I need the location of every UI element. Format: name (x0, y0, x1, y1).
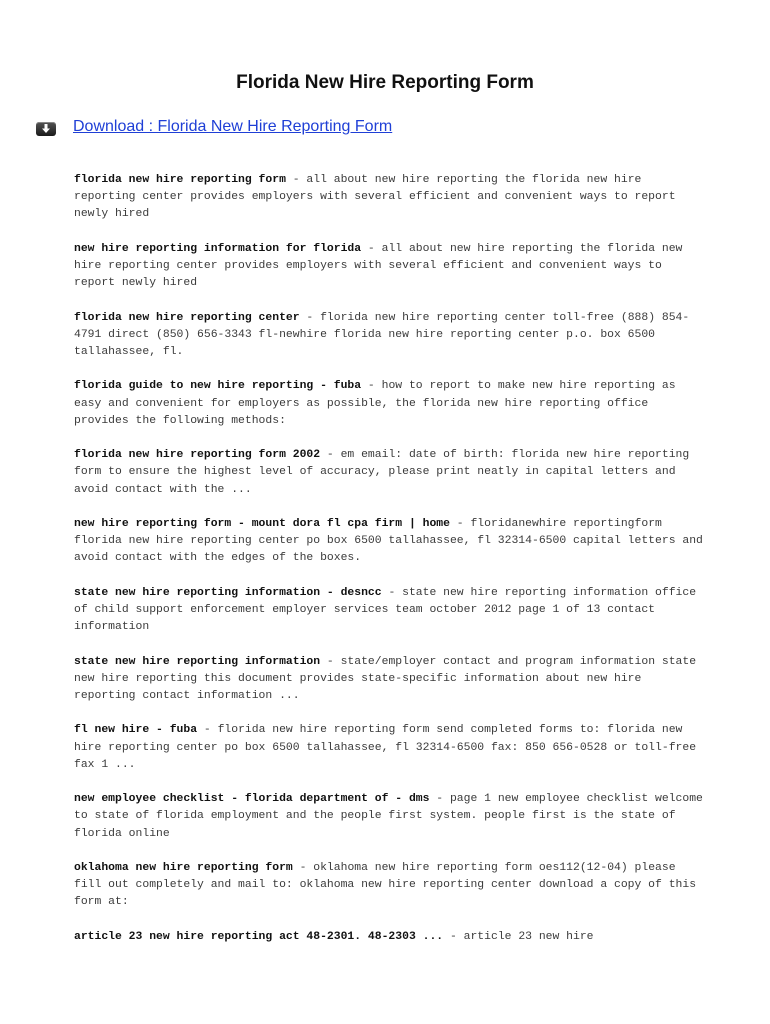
result-title[interactable]: new employee checklist - florida department of - dms (74, 793, 430, 806)
result-item (74, 791, 704, 843)
download-row (36, 118, 392, 136)
result-item (74, 447, 704, 499)
result-snippet: how to report to make new hire reporting as easy and convenient for employers as possible, the florida new hire reporting office provides the following methods: (74, 380, 676, 427)
result-item (74, 654, 704, 706)
result-separator: - (320, 655, 341, 668)
result-title[interactable]: florida guide to new hire reporting - fuba (74, 380, 362, 393)
result-snippet: florida new hire reporting form send completed forms to: florida new hire reporting center po box 6500 tallahassee, fl 32314-6500 fax: 850 656-0528 or toll-free fax 1 ... (74, 724, 697, 771)
result-snippet: oklahoma new hire reporting form oes112(12-04) please fill out completely and mail to: oklahoma new hire reporting center download a copy of this form at: (74, 861, 697, 909)
result-separator: - (299, 311, 321, 324)
result-title[interactable]: new hire reporting form - mount dora fl cpa firm | home (74, 517, 450, 530)
download-icon[interactable] (36, 122, 56, 136)
result-separator: - (449, 517, 471, 530)
result-title[interactable]: florida new hire reporting form 2002 (74, 449, 321, 462)
result-snippet: all about new hire reporting the florida new hire reporting center provides employers with several efficient and convenient ways to report newly hired (74, 242, 683, 290)
result-snippet: article 23 new hire (463, 930, 594, 943)
result-title[interactable]: fl new hire - fuba (74, 724, 198, 737)
result-item (74, 378, 704, 430)
result-item (74, 722, 704, 774)
result-title[interactable]: new hire reporting information for florida (74, 242, 362, 255)
result-separator: - (361, 242, 382, 255)
result-separator: - (285, 174, 307, 186)
download-link[interactable]: Download : Florida New Hire Reporting Form (73, 118, 393, 135)
result-item (74, 929, 704, 946)
result-snippet: em email: date of birth: florida new hire reporting form to ensure the highest level of accuracy, please print neatly in capital letters and avoid contact with the ... (74, 449, 690, 496)
result-title[interactable]: florida new hire reporting center (74, 311, 300, 324)
result-snippet: all about new hire reporting the florida new hire reporting center provides employers with several efficient and convenient ways to report newly hired (74, 174, 676, 221)
result-snippet: florida new hire reporting center toll-free (888) 854-4791 direct (850) 656-3343 fl-newhire florida new hire reporting center p.o. box 6500 tallahassee, fl. (74, 311, 690, 358)
result-item (74, 241, 704, 293)
result-item (74, 860, 704, 912)
result-item (74, 585, 704, 637)
result-separator: - (443, 930, 464, 943)
result-separator: - (361, 380, 382, 393)
result-title[interactable]: state new hire reporting information - desncc (74, 586, 382, 599)
result-snippet: floridanewhire reportingform florida new hire reporting center po box 6500 tallahassee, fl 32314-6500 capital letters and avoid contact with the edges of the boxes. (74, 517, 703, 565)
result-snippet: page 1 new employee checklist welcome to state of florida employment and the people first system. people first is the state of florida online (74, 793, 703, 840)
result-title[interactable]: florida new hire reporting form (74, 174, 286, 186)
result-title[interactable]: article 23 new hire reporting act 48-2301. 48-2303 ... (74, 930, 444, 943)
result-separator: - (429, 793, 450, 806)
results-list (74, 172, 704, 963)
page-title: Florida New Hire Reporting Form (236, 72, 534, 93)
result-separator: - (381, 586, 403, 599)
result-item (74, 516, 704, 568)
result-item (74, 172, 704, 224)
result-snippet: state/employer contact and program information state new hire reporting this document provides state-specific information about new hire reporting contact information ... (74, 655, 697, 702)
result-item (74, 310, 704, 362)
result-title[interactable]: state new hire reporting information (74, 655, 321, 668)
result-separator: - (197, 724, 218, 737)
result-snippet: state new hire reporting information office of child support enforcement employer services team october 2012 page 1 of 13 contact information (74, 586, 697, 634)
result-title[interactable]: oklahoma new hire reporting form (74, 861, 293, 874)
result-separator: - (292, 861, 314, 874)
result-separator: - (320, 449, 341, 462)
